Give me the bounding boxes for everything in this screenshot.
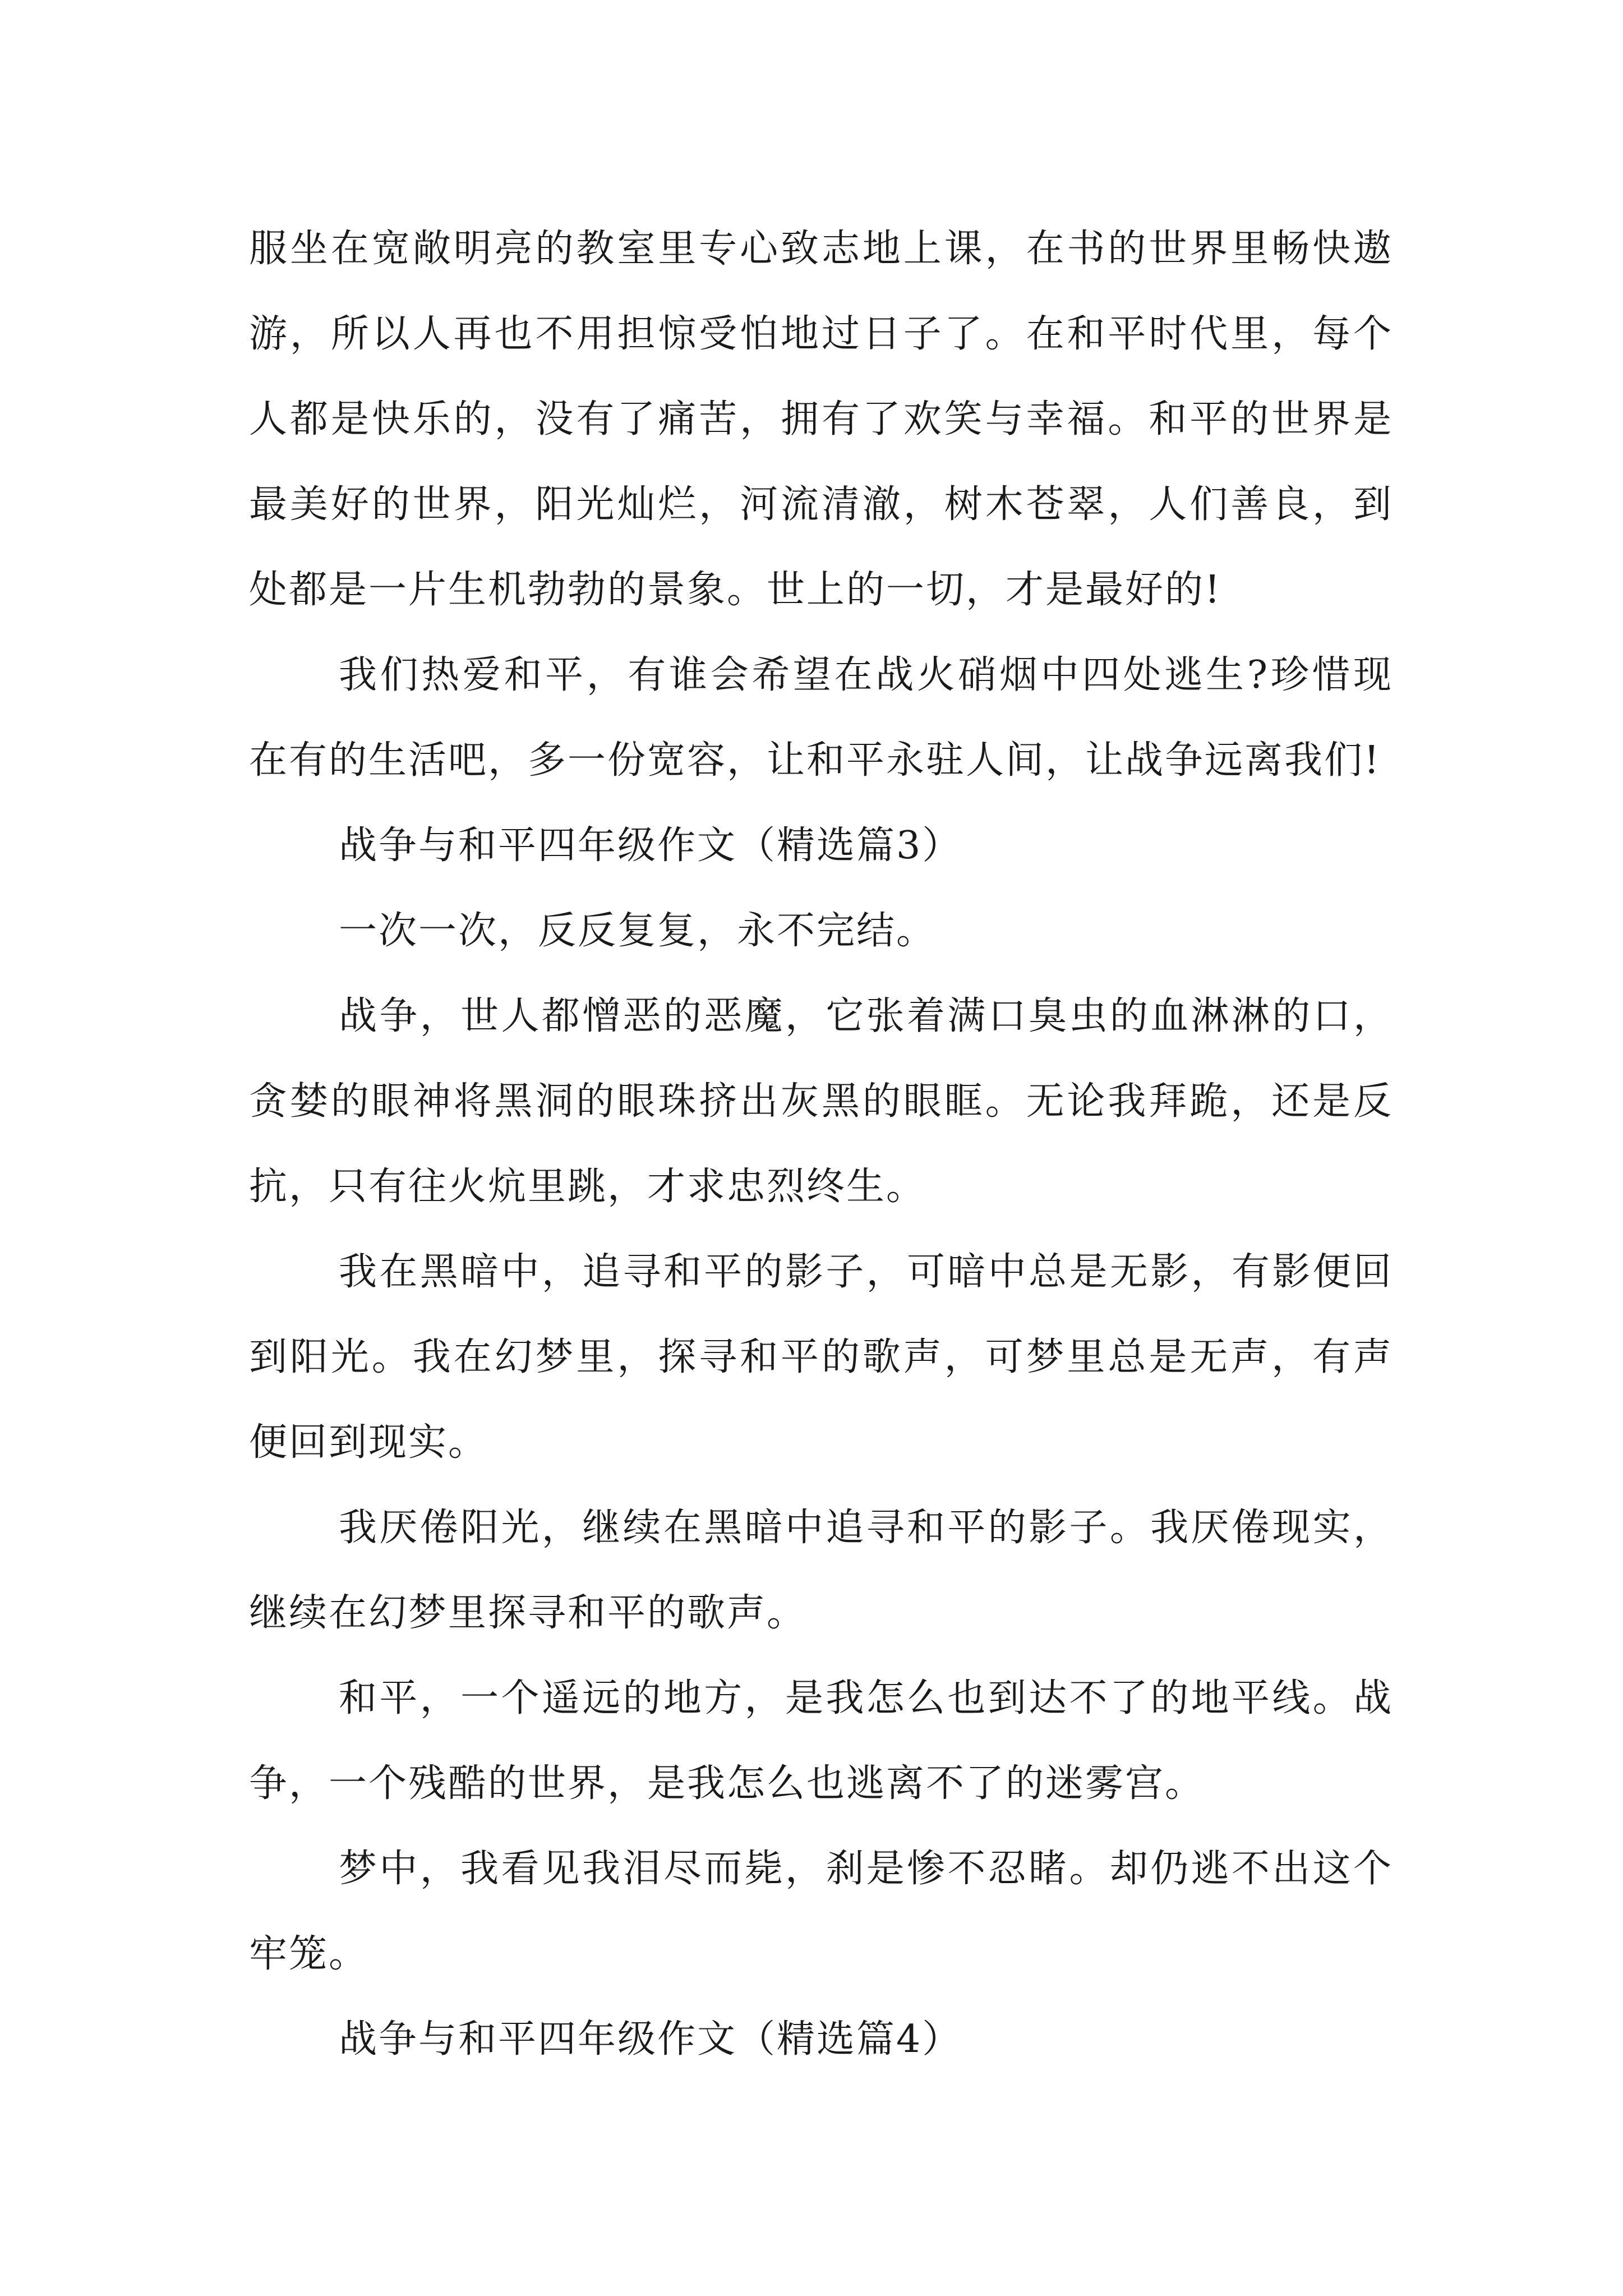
paragraph-weary: 我厌倦阳光，继续在黑暗中追寻和平的影子。我厌倦现实，继续在幻梦里探寻和平的歌声。 <box>249 1506 1393 1635</box>
document-body <box>249 206 1393 2082</box>
paragraph-dream: 梦中，我看见我泪尽而毙，刹是惨不忍睹。却仍逃不出这个牢笼。 <box>249 1847 1393 1976</box>
section-heading-4: 战争与和平四年级作文（精选篇4） <box>339 2017 962 2062</box>
paragraph-repetition: 一次一次，反反复复，永不完结。 <box>339 909 937 953</box>
paragraph-love-peace: 我们热爱和平，有谁会希望在战火硝烟中四处逃生?珍惜现在有的生活吧，多一份宽容，让和平永驻人间，让战争远离我们! <box>249 653 1393 783</box>
paragraph-seeking-peace: 我在黑暗中，追寻和平的影子，可暗中总是无影，有影便回到阳光。我在幻梦里，探寻和平的歌声，可梦里总是无声，有声便回到现实。 <box>249 1250 1393 1465</box>
section-heading-3: 战争与和平四年级作文（精选篇3） <box>339 823 962 868</box>
paragraph-continuation: 服坐在宽敞明亮的教室里专心致志地上课，在书的世界里畅快遨游，所以人再也不用担惊受怕地过日子了。在和平时代里，每个人都是快乐的，没有了痛苦，拥有了欢笑与幸福。和平的世界是最美好的世界，阳光灿烂，河流清澈，树木苍翠，人们善良，到处都是一片生机勃勃的景象。世上的一切，才是最好的! <box>249 227 1393 612</box>
paragraph-distant-peace: 和平，一个遥远的地方，是我怎么也到达不了的地平线。战争，一个残酷的世界，是我怎么也逃离不了的迷雾宫。 <box>249 1676 1393 1806</box>
paragraph-war-demon: 战争，世人都憎恶的恶魔，它张着满口臭虫的血淋淋的口，贪婪的眼神将黑洞的眼珠挤出灰黑的眼眶。无论我拜跪，还是反抗，只有往火炕里跳，才求忠烈终生。 <box>249 994 1393 1209</box>
